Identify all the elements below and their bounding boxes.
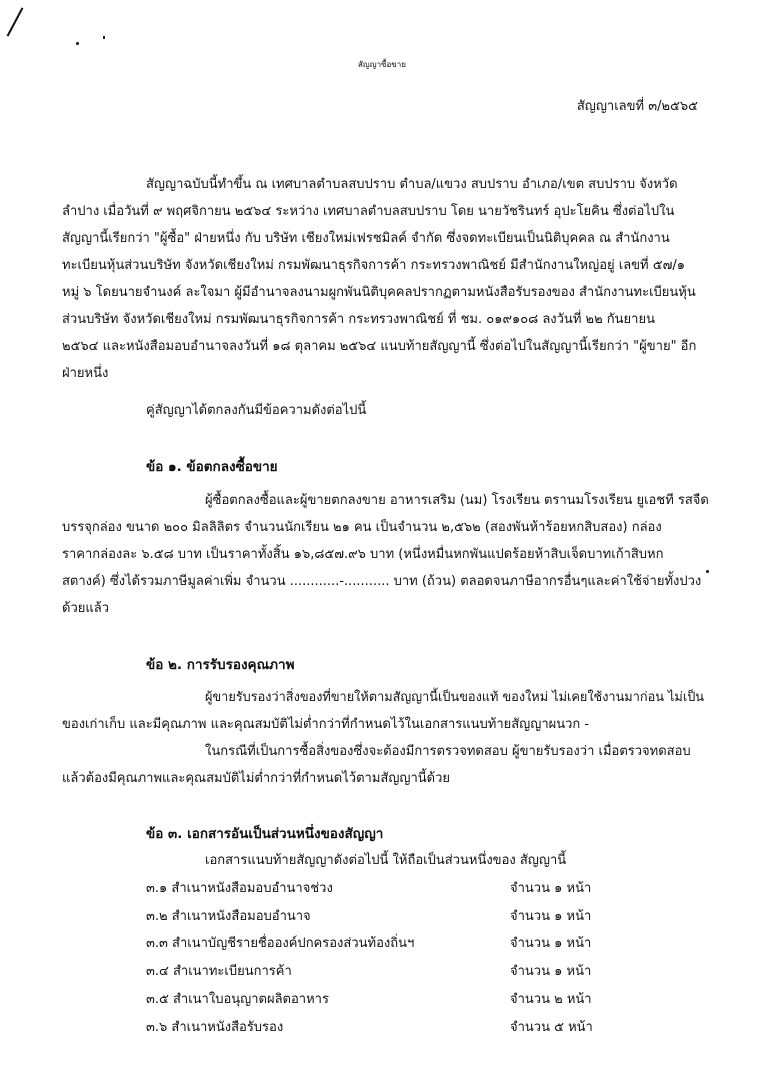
clause-2-line: ผู้ขายรับรองว่าสิ่งของที่ขายให้ตามสัญญานี้เป็นของแท้ ของใหม่ ไม่เคยใช้งานมาก่อน ไม่เป็น [205, 690, 704, 705]
dot-mark [706, 570, 709, 573]
attachment-label: ๓.๓ สำเนาบัญชีรายชื่อองค์ปกครองส่วนท้องถิ่นฯ [146, 936, 415, 951]
intro-line: ๒๕๖๔ และหนังสือมอบอำนาจลงวันที่ ๑๘ ตุลาคม ๒๕๖๔ แนบท้ายสัญญานี้ ซึ่งต่อไปในสัญญานี้เรียกว่า "ผู้ขาย" อีก [62, 339, 697, 354]
attachment-label: ๓.๖ สำเนาหนังสือรับรอง [146, 1020, 284, 1035]
attachment-quantity: จำนวน ๑ หน้า [510, 909, 592, 924]
attachment-quantity: จำนวน ๑ หน้า [510, 881, 592, 896]
clause-1-line: ด้วยแล้ว [62, 601, 110, 616]
attachment-quantity: จำนวน ๕ หน้า [510, 1020, 593, 1035]
intro-line: ทะเบียนหุ้นส่วนบริษัท จังหวัดเชียงใหม่ กรมพัฒนาธุรกิจการค้า กระทรวงพาณิชย์ มีสำนักงานใหญ่อยู่ เลขที่ ๕๗/๑ [62, 258, 685, 273]
clause-3-intro: เอกสารแนบท้ายสัญญาดังต่อไปนี้ ให้ถือเป็นส่วนหนึ่งของ สัญญานี้ [205, 853, 567, 868]
clause-1-line: ผู้ซื้อตกลงซื้อและผู้ขายตกลงขาย อาหารเสริม (นม) โรงเรียน ตรานมโรงเรียน ยูเอชที รสจืด [205, 493, 709, 508]
clause-3-heading: ข้อ ๓. เอกสารอันเป็นส่วนหนึ่งของสัญญา [146, 826, 384, 842]
clause-2-line: แล้วต้องมีคุณภาพและคุณสมบัติไม่ต่ำกว่าที่กำหนดไว้ตามสัญญานี้ด้วย [62, 771, 451, 786]
clause-1-line: ราคากล่องละ ๖.๕๘ บาท เป็นราคาทั้งสิ้น ๑๖,๘๕๗.๙๖ บาท (หนึ่งหมื่นหกพันแปดร้อยห้าสิบเจ็ดบาทเก้าสิบหก [62, 547, 664, 562]
intro-line: หมู่ ๖ โดยนายจำนงค์ ละใจมา ผู้มีอำนาจลงนามผูกพันนิติบุคคลปรากฏตามหนังสือรับรองของ สำนักงานทะเบียนหุ้น [62, 285, 696, 300]
intro-line: สัญญาฉบับนี้ทำขึ้น ณ เทศบาลตำบลสบปราบ ตำบล/แขวง สบปราบ อำเภอ/เขต สบปราบ จังหวัด [146, 177, 678, 192]
attachment-label: ๓.๒ สำเนาหนังสือมอบอำนาจ [146, 909, 311, 924]
attachment-label: ๓.๑ สำเนาหนังสือมอบอำนาจช่วง [146, 881, 333, 896]
clause-2-line: ของเก่าเก็บ และมีคุณภาพ และคุณสมบัติไม่ต่ำกว่าที่กำหนดไว้ในเอกสารแนบท้ายสัญญาผนวก - [62, 717, 590, 732]
attachment-quantity: จำนวน ๑ หน้า [510, 936, 592, 951]
clause-1-line: บรรจุกล่อง ขนาด ๒๐๐ มิลลิลิตร จำนวนนักเรียน ๒๑ คน เป็นจำนวน ๒,๕๖๒ (สองพันห้าร้อยหกสิบสอง) กล่อง [62, 520, 662, 535]
dot-mark [103, 36, 105, 39]
document-title: สัญญาซื้อขาย [358, 60, 406, 69]
attachment-label: ๓.๕ สำเนาใบอนุญาตผลิตอาหาร [146, 992, 329, 1007]
attachment-label: ๓.๔ สำเนาทะเบียนการค้า [146, 964, 292, 979]
clause-1-line: สตางค์) ซึ่งได้รวมภาษีมูลค่าเพิ่ม จำนวน ............-........... บาท (ถ้วน) ตลอดจนภาษีอากรอื่นๆและค่าใช้จ่ายทั้งปวง [62, 574, 702, 589]
intro-line: ส่วนบริษัท จังหวัดเชียงใหม่ กรมพัฒนาธุรกิจการค้า กระทรวงพาณิชย์ ที่ ชม. ๐๑๙๑๐๘ ลงวันที่ ๒๒ กันยายน [62, 312, 655, 327]
intro-line: ลำปาง เมื่อวันที่ ๙ พฤศจิกายน ๒๕๖๔ ระหว่าง เทศบาลตำบลสบปราบ โดย นายวัชรินทร์ อุปะโยคิน ซึ่งต่อไปใน [62, 204, 675, 219]
intro-line: สัญญานี้เรียกว่า "ผู้ซื้อ" ฝ่ายหนึ่ง กับ บริษัท เชียงใหม่เฟรชมิลค์ จำกัด ซึ่งจดทะเบียนเป็นนิติบุคคล ณ สำนักงาน [62, 231, 670, 246]
attachment-quantity: จำนวน ๑ หน้า [510, 964, 592, 979]
pen-stroke-mark [7, 7, 24, 36]
agreement-line: คู่สัญญาได้ตกลงกันมีข้อความดังต่อไปนี้ [146, 403, 367, 418]
intro-line: ฝ่ายหนึ่ง [62, 366, 109, 381]
contract-number: สัญญาเลขที่ ๓/๒๕๖๕ [576, 99, 698, 114]
clause-1-heading: ข้อ ๑. ข้อตกลงซื้อขาย [146, 459, 278, 475]
dot-mark [76, 42, 79, 45]
clause-2-heading: ข้อ ๒. การรับรองคุณภาพ [146, 657, 295, 673]
clause-2-line: ในกรณีที่เป็นการซื้อสิ่งของซึ่งจะต้องมีการตรวจทดสอบ ผู้ขายรับรองว่า เมื่อตรวจทดสอบ [205, 744, 691, 759]
attachment-quantity: จำนวน ๒ หน้า [510, 992, 592, 1007]
